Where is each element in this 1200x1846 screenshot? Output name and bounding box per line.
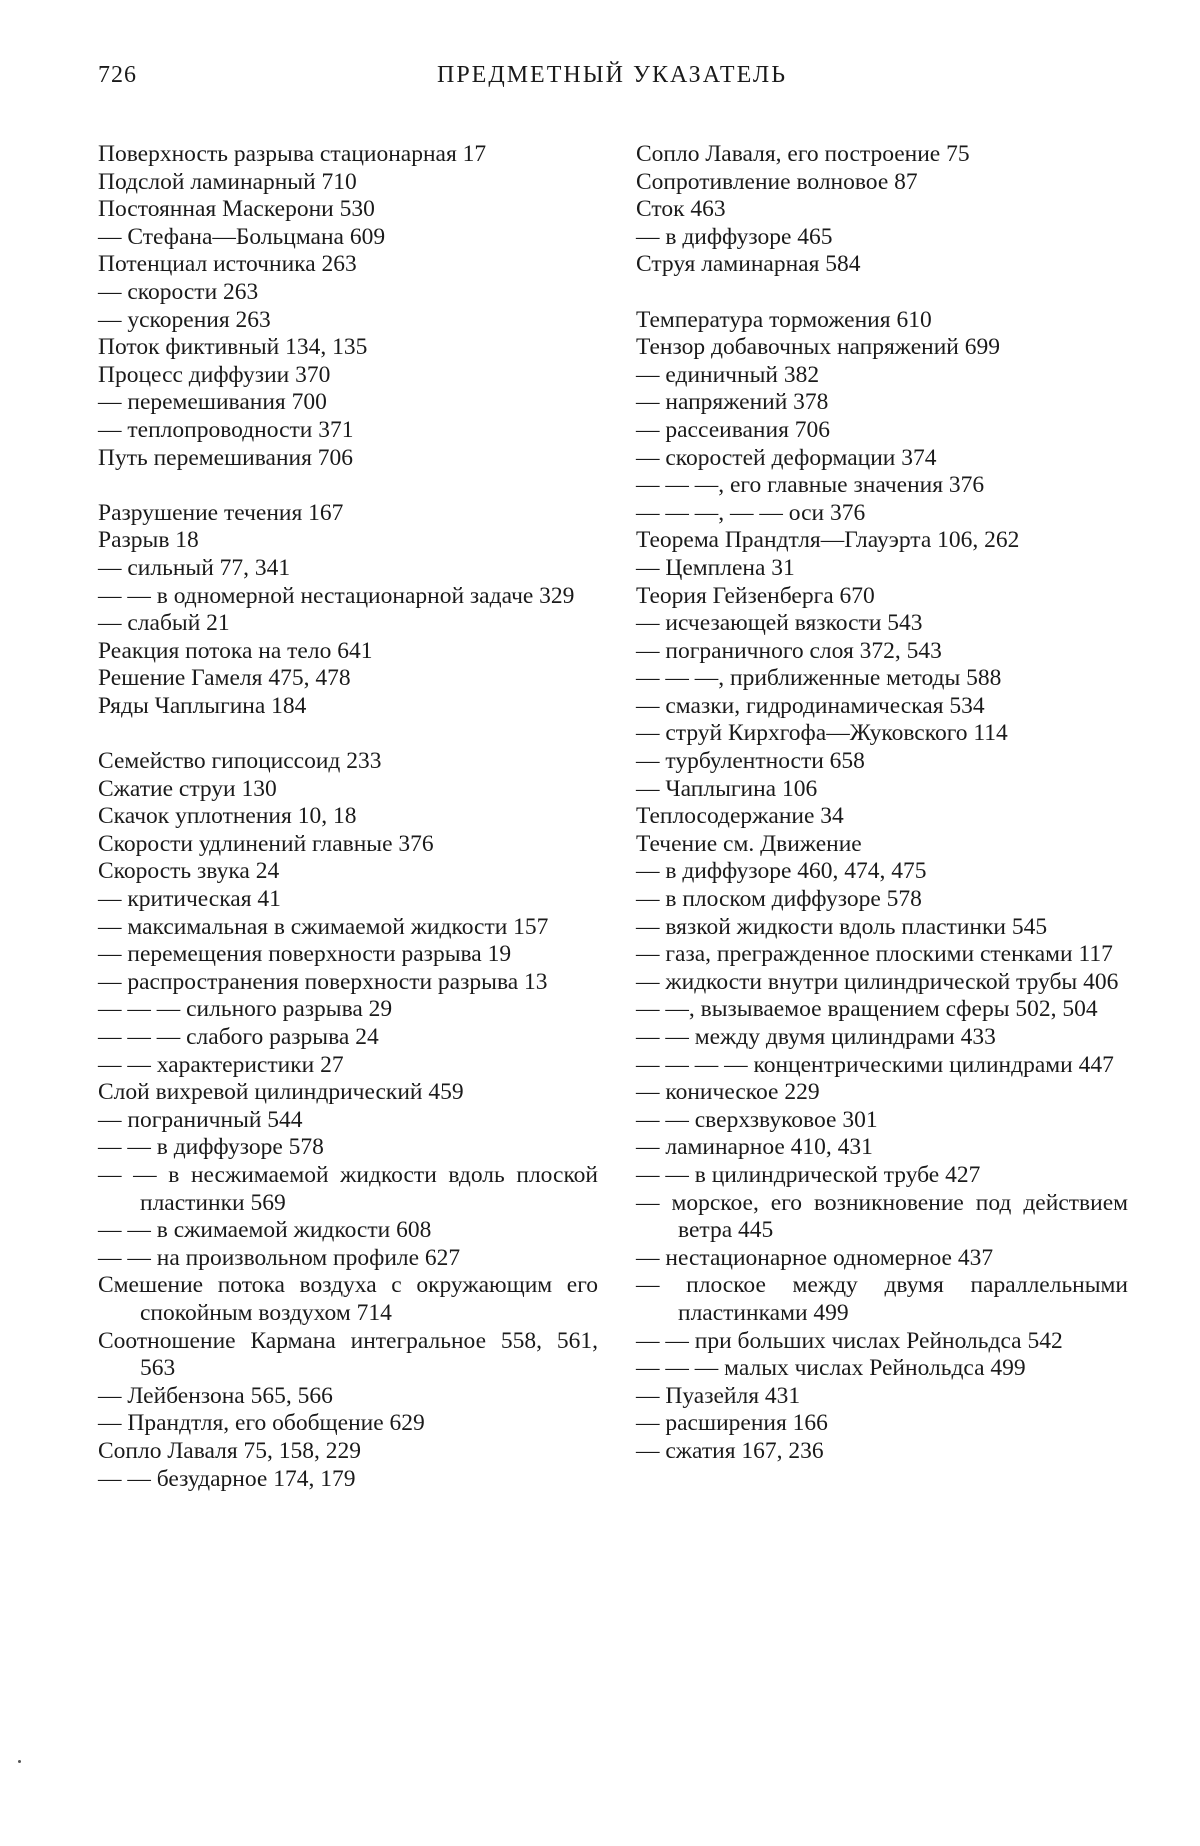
index-entry: Температура торможения 610 [636,306,932,333]
index-entry: — пограничного слоя 372, 543 [636,637,942,664]
index-entry: — исчезающей вязкости 543 [636,610,923,637]
index-entry: — Цемплена 31 [636,554,795,581]
index-entry: — — в сжимаемой жидкости 608 [98,1217,432,1244]
index-entry: — — — малых числах Рейнольдса 499 [636,1355,1026,1382]
index-entry: — критическая 41 [98,886,281,913]
index-entry: — — в несжимаемой жидкости вдоль плоской пластинки 569 [98,1161,598,1216]
index-entry: — газа, прегражденное плоскими стенками 117 [636,941,1113,968]
index-entry: Процесс диффузии 370 [98,361,331,388]
index-entry: Слой вихревой цилиндрический 459 [98,1079,464,1106]
index-entry: — теплопроводности 371 [98,416,354,443]
index-entry: Сопло Лаваля 75, 158, 229 [98,1437,362,1464]
index-entry: Поверхность разрыва стационарная 17 [98,141,487,167]
index-entry: Сток 463 [636,196,726,223]
index-entry: — напряжений 378 [636,389,829,416]
index-entry: — Чаплыгина 106 [636,775,818,802]
index-entry: Скорость звука 24 [98,858,280,885]
page-header [98,62,1126,102]
index-entry: — — —, приближенные методы 588 [636,665,1002,692]
index-entry: — вязкой жидкости вдоль пластинки 545 [636,913,1048,940]
index-entry: Путь перемешивания 706 [98,444,354,471]
index-entry: Теорема Прандтля—Глауэрта 106, 262 [636,527,1020,554]
section-gap [98,472,598,500]
index-entry: Тензор добавочных напряжений 699 [636,334,1001,361]
index-entry: — — характеристики 27 [98,1051,344,1078]
index-entry: Течение см. Движение [636,830,862,857]
index-entry: Реакция потока на тело 641 [98,637,373,664]
index-entry: — — сверхзвуковое 301 [636,1106,878,1133]
index-entry: — — безударное 174, 179 [98,1465,356,1492]
index-entry: — в плоском диффузоре 578 [636,886,922,913]
index-entry: — — —, его главные значения 376 [636,472,985,499]
section-gap [98,720,598,748]
section-gap [636,279,1128,307]
stray-mark [18,1760,21,1763]
index-entry: — перемещения поверхности разрыва 19 [98,941,512,968]
index-entry: Семейство гипоциссоид 233 [98,748,382,775]
index-entry: Разрушение течения 167 [98,499,344,526]
index-entry: — струй Кирхгофа—Жуковского 114 [636,720,1008,747]
index-entry: — — при больших числах Рейнольдса 542 [636,1327,1063,1354]
index-entry: — Лейбензона 565, 566 [98,1382,333,1409]
index-entry: — единичный 382 [636,361,820,388]
index-entry: — — — слабого разрыва 24 [98,1024,379,1050]
index-entry: — — — сильного разрыва 29 [98,996,393,1023]
index-entry: — рассеивания 706 [636,416,831,443]
page-number: 726 [98,62,137,88]
index-entry: — Пуазейля 431 [636,1382,801,1409]
index-entry: Разрыв 18 [98,527,199,554]
index-entry: — — в цилиндрической трубе 427 [636,1161,981,1188]
running-title: ПРЕДМЕТНЫЙ УКАЗАТЕЛЬ [436,62,787,88]
index-entry: — Стефана—Больцмана 609 [98,223,386,250]
index-entry: — пограничный 544 [98,1106,303,1133]
index-entry: — перемешивания 700 [98,389,327,416]
index-entry: — сильный 77, 341 [98,554,291,581]
index-entry: Смешение потока воздуха с окружающим его спокойным воздухом 714 [98,1272,598,1326]
index-entry: — сжатия 167, 236 [636,1437,824,1464]
index-entry: — Прандтля, его обобщение 629 [98,1410,425,1437]
index-entry: — слабый 21 [98,610,230,637]
index-entry: Теплосодержание 34 [636,803,844,830]
index-column-right [636,141,1128,1466]
index-entry: — турбулентности 658 [636,748,865,775]
index-entry: Подслой ламинарный 710 [98,168,357,195]
index-entry: Сопротивление волновое 87 [636,168,918,195]
index-entry: — — в одномерной нестационарной задаче 329 [98,582,575,609]
index-entry: — ламинарное 410, 431 [636,1134,873,1161]
index-entry: Постоянная Маскерони 530 [98,196,375,223]
index-entry: Скачок уплотнения 10, 18 [98,803,357,830]
index-entry: — —, вызываемое вращением сферы 502, 504 [636,996,1098,1023]
index-entry: — — между двумя цилиндрами 433 [636,1024,996,1050]
index-entry: — — в диффузоре 578 [98,1134,324,1161]
index-entry: — скорости 263 [98,278,259,305]
index-entry: — смазки, гидродинамическая 534 [636,692,985,719]
index-entry: Теория Гейзенберга 670 [636,582,875,609]
index-entry: — морское, его возникновение под действием ветра 445 [636,1189,1128,1244]
index-entry: — скоростей деформации 374 [636,444,937,471]
index-entry: — жидкости внутри цилиндрической трубы 406 [636,968,1119,995]
index-entry: — коническое 229 [636,1079,820,1106]
index-entry: Поток фиктивный 134, 135 [98,334,368,361]
index-entry: — плоское между двумя параллельными пластинками 499 [636,1272,1128,1326]
index-entry: — ускорения 263 [98,306,271,333]
index-entry: — — на произвольном профиле 627 [98,1244,461,1271]
index-entry: Скорости удлинений главные 376 [98,830,434,857]
index-entry: Решение Гамеля 475, 478 [98,665,351,692]
index-entry: Сопло Лаваля, его построение 75 [636,141,970,167]
index-entry: — максимальная в сжимаемой жидкости 157 [98,913,549,940]
index-entry: — — —, — — оси 376 [636,499,866,526]
index-entry: Ряды Чаплыгина 184 [98,692,307,719]
index-entry: Сжатие струи 130 [98,775,277,802]
index-entry: — распространения поверхности разрыва 13 [98,968,548,995]
index-entry: — расширения 166 [636,1410,828,1437]
index-entry: — — — — концентрическими цилиндрами 447 [636,1051,1114,1078]
index-entry: Соотношение Кармана интегральное 558, 561, 563 [98,1327,598,1382]
index-entry: — в диффузоре 465 [636,223,833,250]
index-entry: — в диффузоре 460, 474, 475 [636,858,927,885]
index-entry: Струя ламинарная 584 [636,251,861,278]
index-entry: — нестационарное одномерное 437 [636,1244,994,1271]
index-column-left [98,141,598,1493]
index-entry: Потенциал источника 263 [98,251,357,278]
